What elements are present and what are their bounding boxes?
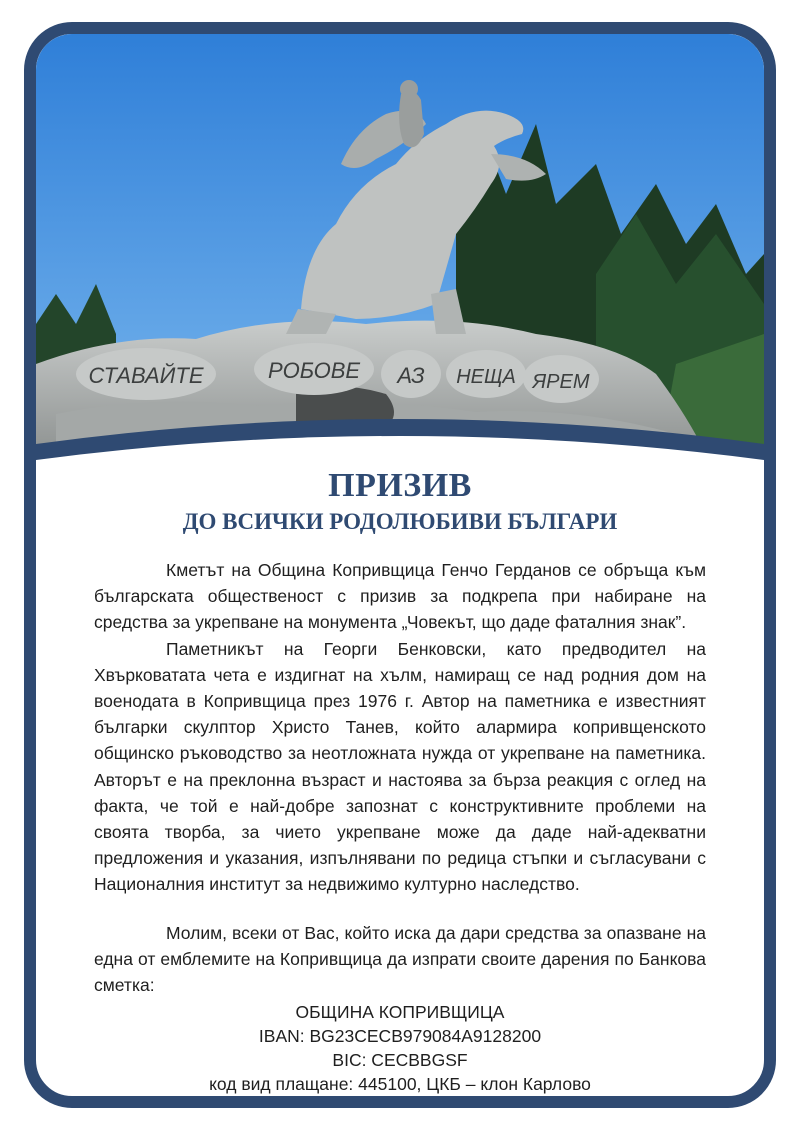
monument-photo: [36, 34, 764, 474]
inscription-word-3: АЗ: [397, 363, 425, 388]
bank-bic: BIC: CECBBGSF: [332, 1050, 468, 1071]
bank-details: [36, 1000, 764, 1096]
inscription-word-4: НЕЩА: [456, 366, 516, 388]
inscription-word-2: РОБОВЕ: [267, 358, 361, 383]
page-title: ПРИЗИВ: [328, 467, 472, 504]
bank-payment-code: код вид плащане: 445100, ЦКБ – клон Карлово: [209, 1074, 591, 1095]
bank-account-name: ОБЩИНА КОПРИВЩИЦА: [295, 1002, 505, 1023]
paragraph-intro: Кметът на Община Копривщица Генчо Герданов се обръща към българската общественост с призив за подкрепа при набиране на средства за укрепване на монумента „Човекът, що даде фаталния знак”.: [94, 560, 706, 633]
content-area: [36, 459, 764, 1096]
inscription-word-1: СТАВАЙТЕ: [88, 363, 204, 388]
paragraph-monument: Паметникът на Георги Бенковски, като предводител на Хвърковатата чета е издигнат на хълм, намиращ се над родния дом на военодата в Копривщица през 1976 г. Автор на паметника е известният българки скулптор Христо Танев, който алармира копривщенското общинско ръководство за неотложната нужда от укрепване на паметника. Авторът е на преклонна възраст и настоява за бърза реакция с оглед на факта, че той е най-добре запознат с конструктивните проблеми на своята творба, за чието укрепване може да даде най-адекватни предложения и указания, изпълнявани по редица стъпки и съгласувани с Националния институт за недвижимо културно наследство.: [94, 638, 706, 895]
paragraph-request: Молим, всеки от Вас, който иска да дари средства за опазване на една от емблемите на Копривщица да изпрати своите дарения по Банкова сметка:: [94, 922, 706, 996]
monument-photo-illustration: [36, 34, 764, 474]
poster-frame: [24, 22, 776, 1108]
page-subtitle: ДО ВСИЧКИ РОДОЛЮБИВИ БЪЛГАРИ: [182, 509, 618, 534]
inscription-word-5: ЯРЕМ: [532, 371, 590, 393]
bank-iban: IBAN: BG23CECB979084A9128200: [258, 1026, 542, 1047]
appeal-text: [94, 557, 706, 998]
